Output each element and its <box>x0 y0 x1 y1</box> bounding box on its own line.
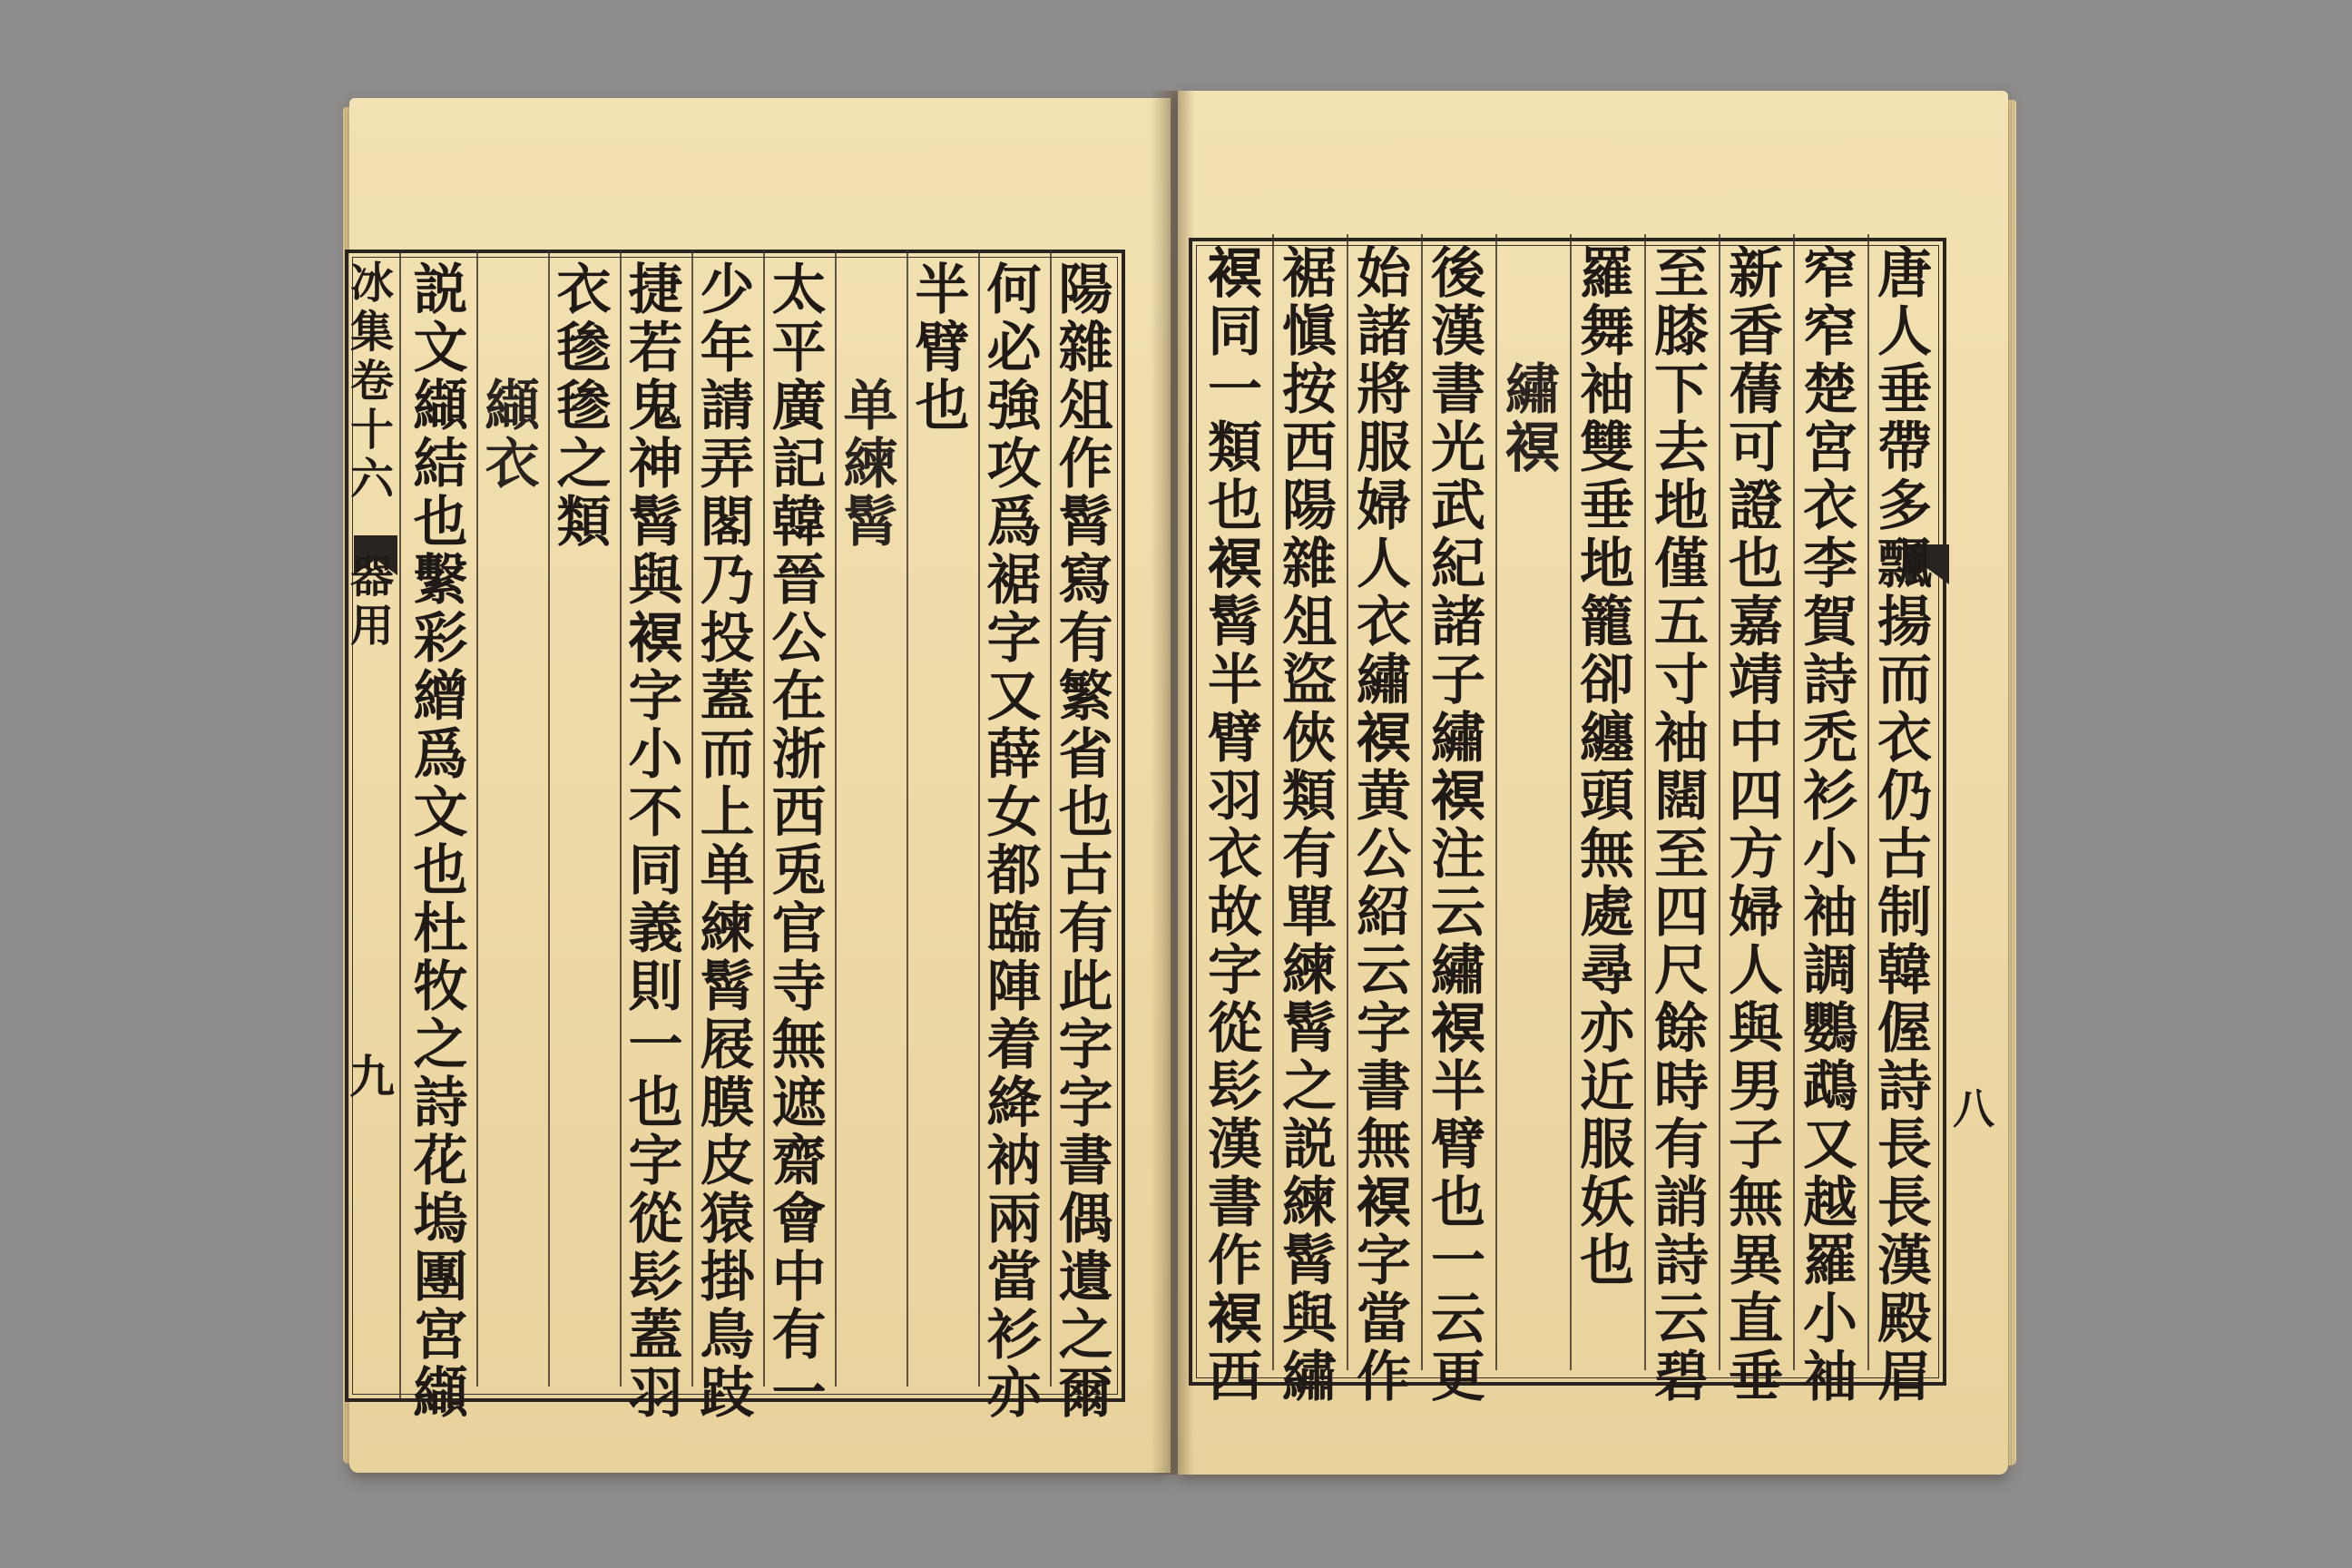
right-page-column-rule <box>1867 234 1869 1370</box>
right-page-column-rule <box>1272 234 1274 1370</box>
left-page-text-column: 少 年 請 弄 閣 乃 投 蓋 而 上 单 練 髾 屐 膜 皮 猿 掛 鳥 跂 <box>700 259 755 1426</box>
left-page-column-rule <box>763 250 765 1387</box>
right-page-text-column: 新 香 蒨 可 證 也 嘉 靖 中 四 方 婦 人 與 男 子 無 異 直 垂 <box>1729 242 1783 1409</box>
left-page-text-column: 纈 衣 <box>485 375 540 496</box>
left-page-text-column: 何 必 強 攻 爲 裾 字 又 薛 女 都 臨 陣 着 絳 衲 兩 當 衫 亦 <box>986 259 1042 1426</box>
right-page-text-column: 繡 𧜀 <box>1505 358 1560 480</box>
left-page-column-rule <box>978 250 980 1387</box>
right-page-column-rule <box>1347 234 1348 1370</box>
left-folio-number: 九 <box>349 1050 395 1103</box>
left-page-text-column: 衣 毶 毶 之 類 <box>556 259 612 554</box>
left-page-column-rule <box>691 250 693 1387</box>
right-page-column-rule <box>1495 234 1497 1370</box>
left-margin-rule <box>399 253 401 1398</box>
left-page-column-rule <box>620 250 622 1387</box>
right-page-text-column: 窄 窄 楚 宮 衣 李 賀 詩 禿 衫 小 袖 調 鸚 鵡 又 越 羅 小 袖 <box>1803 242 1857 1409</box>
right-page-text-column: 後 漢 書 光 武 紀 諸 子 繡 𧜀 注 云 繡 𧜀 半 臂 也 一 云 更 <box>1431 242 1485 1409</box>
left-page-text-column: 单 練 髾 <box>843 375 898 554</box>
left-page-column-rule <box>1050 250 1052 1387</box>
right-page-column-rule <box>1421 234 1423 1370</box>
right-page-text-column: 裾 愼 按 西 陽 雜 俎 盜 俠 類 有 單 練 髾 之 説 練 髾 與 繡 <box>1282 242 1337 1409</box>
left-page-text-column: 捷 若 鬼 神 髾 與 𧜀 字 小 不 同 義 則 一 也 字 從 髟 蓋 羽 <box>628 259 683 1426</box>
right-page-column-rule <box>1719 234 1720 1370</box>
right-folio-number: 八 <box>1953 1084 1994 1133</box>
right-page-text-column: 𧜀 同 一 類 也 𧜀 髾 半 臂 羽 衣 故 字 從 髟 漢 書 作 𧜀 西 <box>1208 242 1262 1409</box>
left-page-column-rule <box>476 250 478 1387</box>
left-page-text-column: 陽 雜 俎 作 髾 寫 有 繁 省 也 古 有 此 字 字 書 偶 遺 之 爾 <box>1058 259 1113 1426</box>
right-page-text-column: 唐 人 垂 帶 多 飄 揚 而 衣 仍 古 制 韓 偓 詩 長 長 漢 殿 眉 <box>1877 242 1932 1409</box>
book-gutter <box>1151 91 1194 1475</box>
left-page-text-column: 半 臂 也 <box>915 259 970 438</box>
right-page-column-rule <box>1793 234 1795 1370</box>
left-page-text-column: 説 文 纈 結 也 繫 彩 繒 爲 文 也 杜 牧 之 詩 花 塢 團 宮 纈 <box>413 259 468 1426</box>
right-page-text-column: 至 膝 下 去 地 僅 五 寸 袖 闊 至 四 尺 餘 時 有 誚 詩 云 碧 <box>1654 242 1709 1409</box>
left-page-column-rule <box>548 250 550 1387</box>
left-page-text-column: 太 平 廣 記 韓 晉 公 在 浙 西 兎 官 寺 無 遮 齋 會 中 有 一 <box>771 259 827 1426</box>
right-page-column-rule <box>1570 234 1572 1370</box>
right-page-column-rule <box>1644 234 1646 1370</box>
left-page-column-rule <box>906 250 908 1387</box>
right-page-text-column: 始 諸 將 服 婦 人 衣 繡 𧜀 黄 公 紹 云 字 書 無 𧜀 字 當 作 <box>1357 242 1411 1409</box>
left-page-column-rule <box>835 250 837 1387</box>
left-margin-title: 冰 集 卷 十 六 器 用 <box>349 258 394 652</box>
right-page-text-column: 羅 舞 袖 雙 垂 地 籠 卻 纏 頭 無 處 尋 亦 近 服 妖 也 <box>1580 242 1634 1293</box>
